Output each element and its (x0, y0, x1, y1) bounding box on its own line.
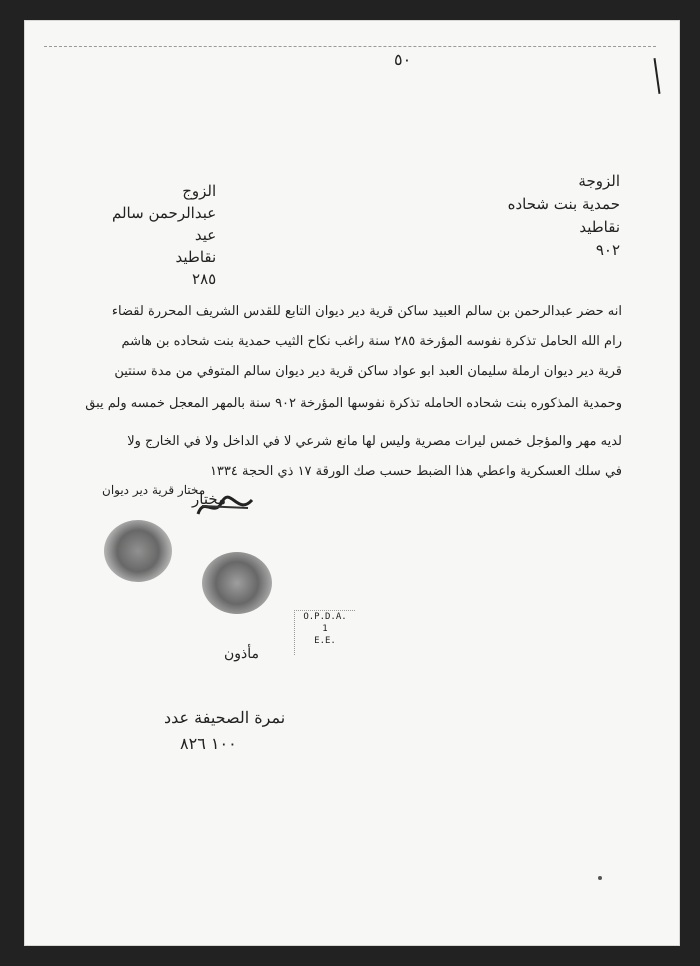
official-signature: مأذون (224, 646, 260, 662)
body-line-4: وحمدية المذكوره بنت شحاده الحامله تذكرة نفوسها المؤرخة ٩٠٢ سنة بالمهر المعجل خمسه ولم يبق (85, 396, 622, 411)
wife-block (508, 170, 620, 262)
wife-location: نقاطيد (579, 218, 620, 236)
body-line-3: قرية دير ديوان ارملة سليمان العبد ابو عواد ساكن قرية دير ديوان سالم المتوفي من مدة سنتين (114, 364, 622, 379)
margin-tick-mark (654, 58, 661, 94)
body-line-1: انه حضر عبدالرحمن بن سالم العبيد ساكن قرية دير ديوان التابع للقدس الشريف المحررة لقضاء (111, 304, 622, 319)
footer-register-label: نمرة الصحيفة عدد (164, 708, 286, 727)
ink-speck (598, 876, 602, 880)
wife-number: ٩٠٢ (595, 241, 620, 259)
ink-seal-left (104, 520, 172, 582)
footer-register-numbers: ١٠٠ ٨٢٦ (180, 734, 237, 753)
husband-name-2: عيد (194, 226, 217, 244)
stamp-line-1: O.P.D.A. (303, 612, 347, 622)
husband-block (112, 180, 216, 290)
mukhtar-signature: مختار (192, 490, 227, 508)
husband-label: الزوج (182, 182, 217, 200)
body-line-2: رام الله الحامل تذكرة نفوسه المؤرخة ٢٨٥ سنة راغب نكاح الثيب حمدية بنت شحاده بن هاشم (121, 334, 622, 349)
mukhtar-village-signature: مختار قرية دير ديوان (102, 483, 206, 497)
archive-stamp (294, 610, 355, 655)
body-line-6: في سلك العسكرية واعطي هذا الضبط حسب صك الورقة ١٧ ذي الحجة ١٣٣٤ (209, 464, 622, 479)
top-margin-line (44, 46, 656, 47)
husband-number: ٢٨٥ (192, 270, 217, 288)
wife-label: الزوجة (578, 172, 620, 190)
stamp-line-2: 1 (322, 624, 328, 634)
husband-name: عبدالرحمن سالم (112, 204, 217, 222)
document-page (24, 20, 680, 946)
body-line-5: لديه مهر والمؤجل خمس ليرات مصرية وليس لها مانع شرعي لا في الداخل ولا في الخارج ولا (127, 434, 622, 449)
stamp-line-3: E.E. (314, 636, 336, 646)
husband-location: نقاطيد (175, 248, 217, 266)
wife-name: حمدية بنت شحاده (507, 195, 620, 213)
page-number: ٥٠ (394, 50, 412, 69)
ink-seal-center (202, 552, 272, 614)
